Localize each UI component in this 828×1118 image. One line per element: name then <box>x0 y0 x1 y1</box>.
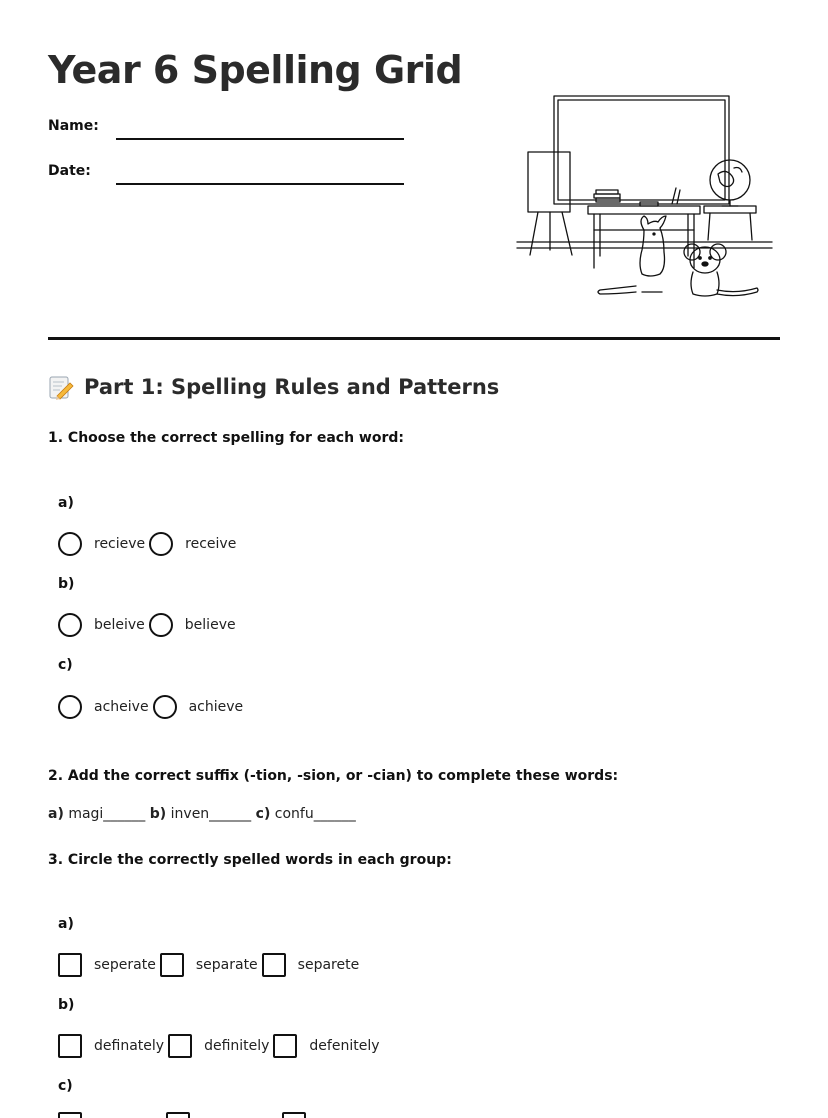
radio-button[interactable] <box>58 532 82 556</box>
q3-item-c-options <box>58 1112 308 1118</box>
q1-item-c-label: c) <box>58 657 73 673</box>
name-field[interactable] <box>116 138 404 140</box>
q3-item-c-label: c) <box>58 1078 73 1094</box>
q3-item-b-options <box>58 1034 384 1058</box>
checkbox[interactable] <box>58 1034 82 1058</box>
q2-item-b-label: b) <box>149 806 167 822</box>
date-label: Date: <box>48 163 91 179</box>
checkbox[interactable] <box>58 953 82 977</box>
page-title: Year 6 Spelling Grid <box>48 48 463 92</box>
q2-items <box>48 806 356 822</box>
checkbox[interactable] <box>262 953 286 977</box>
q3-item-b-label: b) <box>58 997 75 1013</box>
option-label: definitely <box>204 1038 270 1054</box>
option-label: separate <box>195 957 258 973</box>
q3-item-a-label: a) <box>58 916 74 932</box>
q2-item-c-label: c) <box>255 806 271 822</box>
q3-prompt: 3. Circle the correctly spelled words in each group: <box>48 852 452 868</box>
checkbox[interactable] <box>160 953 184 977</box>
option-label: separete <box>297 957 360 973</box>
option-label: acheive <box>94 699 149 715</box>
q2-item-a-text[interactable]: magi______ <box>68 806 146 822</box>
checkbox[interactable] <box>168 1034 192 1058</box>
section-divider <box>48 337 780 340</box>
classroom-illustration <box>512 90 774 305</box>
q2-item-c-text[interactable]: confu______ <box>274 806 356 822</box>
option-label: recieve <box>94 536 146 552</box>
checkbox[interactable] <box>166 1112 190 1118</box>
part1-title: Part 1: Spelling Rules and Patterns <box>84 375 500 399</box>
option-label: seperate <box>94 957 156 973</box>
option-label: definately <box>94 1038 165 1054</box>
q1-item-a-options <box>58 532 240 556</box>
radio-button[interactable] <box>149 532 173 556</box>
radio-button[interactable] <box>58 613 82 637</box>
radio-button[interactable] <box>153 695 177 719</box>
q1-prompt: 1. Choose the correct spelling for each word: <box>48 430 404 446</box>
q2-item-a-label: a) <box>48 806 64 822</box>
q2-prompt: 2. Add the correct suffix (-tion, -sion, or -cian) to complete these words: <box>48 768 619 784</box>
option-label: believe <box>184 617 236 633</box>
name-label: Name: <box>48 118 99 134</box>
option-label: beleive <box>94 617 145 633</box>
q3-item-a-options <box>58 953 363 977</box>
radio-button[interactable] <box>149 613 173 637</box>
checkbox[interactable] <box>58 1112 82 1118</box>
q1-item-a-label: a) <box>58 495 74 511</box>
part1-heading <box>48 374 499 400</box>
radio-button[interactable] <box>58 695 82 719</box>
checkbox[interactable] <box>282 1112 306 1118</box>
q1-item-c-options <box>58 695 247 719</box>
option-label: achieve <box>188 699 244 715</box>
date-field[interactable] <box>116 183 404 185</box>
q2-item-b-text[interactable]: inven______ <box>170 806 252 822</box>
q1-item-b-options <box>58 613 240 637</box>
q1-item-b-label: b) <box>58 576 75 592</box>
option-label: defenitely <box>309 1038 380 1054</box>
option-label: receive <box>185 536 237 552</box>
checkbox[interactable] <box>273 1034 297 1058</box>
memo-pencil-icon <box>48 374 74 400</box>
